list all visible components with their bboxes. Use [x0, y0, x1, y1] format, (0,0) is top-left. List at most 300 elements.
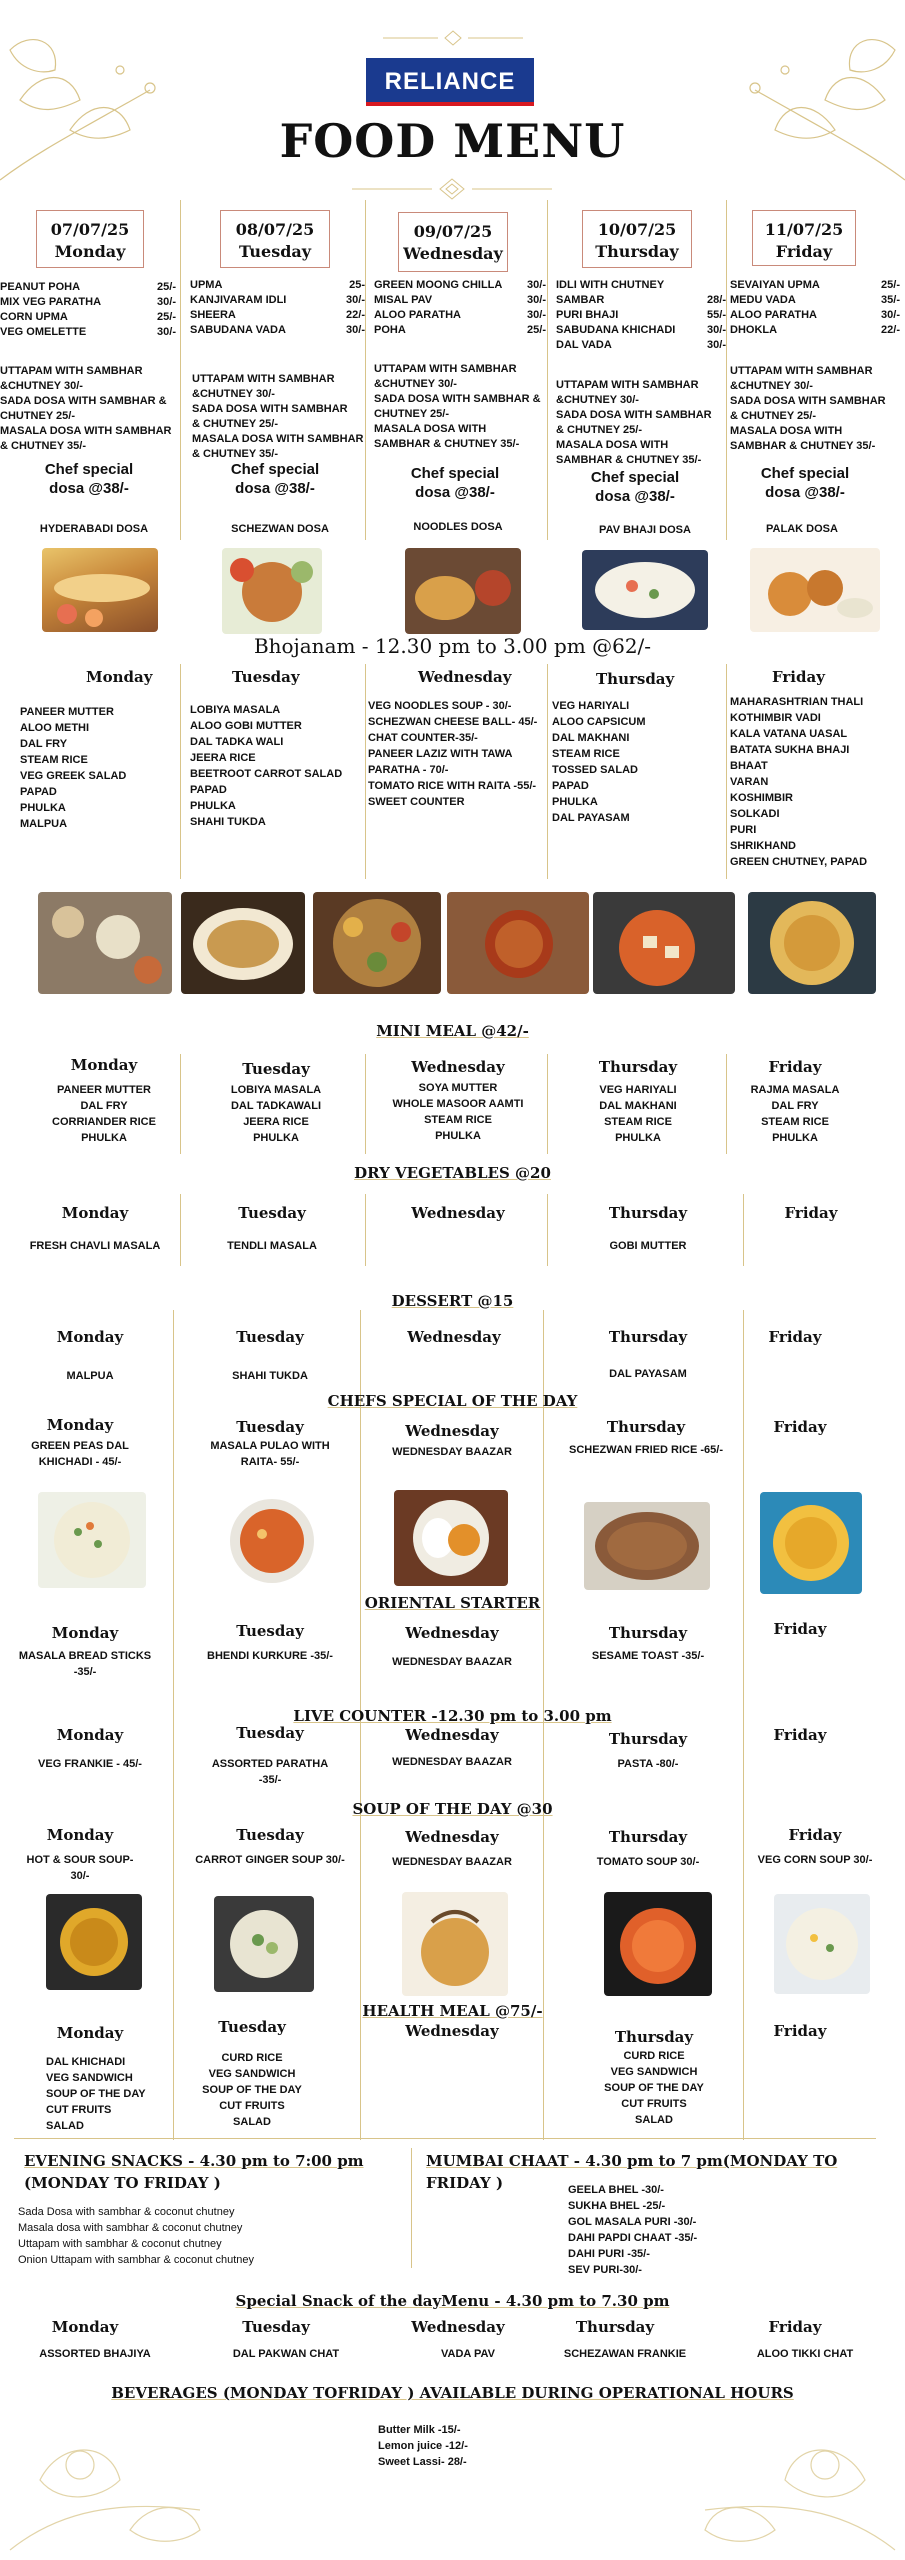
mumbai-chaat-list [568, 2182, 697, 2278]
menu-item: VEG SANDWICH [208, 2068, 296, 2080]
breakfast-item-price: 55/- [707, 309, 726, 321]
menu-item: SHRIKHAND [730, 840, 796, 852]
day-heading: Tuesday [236, 1418, 304, 1436]
breakfast-item-price: 25/- [157, 281, 176, 293]
breakfast-item [556, 278, 726, 293]
menu-item: SALAD [233, 2116, 271, 2128]
health-title: HEALTH MEAL @75/- [362, 2002, 543, 2020]
evening-item: Masala dosa with sambhar & coconut chutney [18, 2222, 243, 2234]
menu-item: GREEN PEAS DAL [31, 1440, 129, 1452]
item-list [362, 1854, 542, 1870]
menu-item: VEG SANDWICH [610, 2066, 698, 2078]
ornament-under-title [352, 176, 552, 202]
wednesday-soup-image [402, 1892, 508, 1996]
menu-item: PHULKA [435, 1130, 481, 1142]
dry-veg-title: DRY VEGETABLES @20 [354, 1164, 551, 1182]
breakfast-item-price: 35/- [881, 294, 900, 306]
breakfast-item [0, 295, 176, 310]
dosa-name-thursday: PAV BHAJI DOSA [599, 524, 691, 536]
breakfast-item-name: VEG OMELETTE [0, 326, 87, 338]
menu-item: DAL TADKAWALI [230, 1100, 322, 1112]
breakfast-item-name: IDLI WITH CHUTNEY [556, 279, 665, 291]
dosa-line: UTTAPAM WITH SAMBHAR [556, 379, 699, 391]
breakfast-item-name: MEDU VADA [730, 294, 796, 306]
dosa-line: SAMBHAR & CHUTNEY 35/- [374, 438, 520, 450]
menu-item: MAHARASHTRIAN THALI [730, 696, 864, 708]
item-list [740, 1852, 890, 1868]
breakfast-item-name: SEVAIYAN UPMA [730, 279, 820, 291]
schezwan-dosa-image [222, 548, 322, 634]
day-heading: Wednesday [411, 1058, 505, 1076]
menu-item: WEDNESDAY BAAZAR [392, 1446, 512, 1458]
chaat-item: GOL MASALA PURI -30/- [568, 2216, 697, 2228]
menu-item: SOUP OF THE DAY [202, 2084, 302, 2096]
dosa-line: MASALA DOSA WITH [374, 423, 487, 435]
chef-special-label: Chef special [44, 461, 134, 478]
dosa-line: &CHUTNEY 30/- [730, 380, 813, 392]
day-heading: Thursday [608, 1204, 688, 1222]
menu-item: -35/- [73, 1666, 97, 1678]
menu-item: VEG SANDWICH [46, 2072, 133, 2084]
beverages-list [378, 2422, 468, 2470]
item-list [362, 1444, 542, 1460]
breakfast-item-name: MIX VEG PARATHA [0, 296, 102, 308]
dosa-line: UTTAPAM WITH SAMBHAR [374, 363, 517, 375]
item-list [548, 1648, 748, 1664]
menu-item: MASALA PULAO WITH [210, 1440, 330, 1452]
date-box-tuesday [220, 210, 330, 268]
day-heading: Thursday [608, 1828, 688, 1846]
item-list [10, 1238, 180, 1254]
menu-item: SOYA MUTTER [418, 1082, 498, 1094]
menu-item: CARROT GINGER SOUP 30/- [195, 1854, 345, 1866]
menu-item: KALA VATANA UASAL [730, 728, 848, 740]
dosa-line: &CHUTNEY 30/- [374, 378, 457, 390]
menu-item: VADA PAV [441, 2348, 495, 2360]
menu-item: BEETROOT CARROT SALAD [190, 768, 343, 780]
day-heading: Thursday [598, 1058, 678, 1076]
dosa-line: SAMBHAR & CHUTNEY 35/- [556, 454, 702, 466]
date-text: 09/07/25 [413, 222, 493, 241]
menu-item: HOT & SOUR SOUP- [26, 1854, 134, 1866]
menu-item: PANEER LAZIZ WITH TAWA [368, 748, 513, 760]
menu-item: -35/- [258, 1774, 282, 1786]
breakfast-item-name: ALOO PARATHA [730, 309, 817, 321]
menu-item: CUT FRUITS [621, 2098, 687, 2110]
day-heading: Friday [768, 1328, 822, 1346]
dosa-line: MASALA DOSA WITH [556, 439, 669, 451]
day-heading: Friday [768, 1058, 822, 1076]
menu-item: DAL MAKHANI [552, 732, 630, 744]
dosa-line: SADA DOSA WITH SAMBHAR [556, 409, 712, 421]
breakfast-item-name: SAMBAR [556, 294, 605, 306]
beverage-item: Sweet Lassi- 28/- [378, 2456, 467, 2468]
chef-special-label: Chef special [410, 465, 500, 482]
menu-item: TENDLI MASALA [227, 1240, 317, 1252]
menu-item: VEG FRANKIE - 45/- [38, 1758, 142, 1770]
day-heading: Wednesday [405, 1422, 499, 1440]
breakfast-item-name: PURI BHAJI [556, 309, 619, 321]
thali-image-2 [181, 892, 305, 994]
item-list [10, 2346, 180, 2362]
chef-special-wednesday [380, 464, 530, 502]
item-list [548, 1756, 748, 1772]
hot-sour-soup-image [46, 1894, 142, 1990]
item-list [10, 1648, 160, 1680]
menu-item: STEAM RICE [20, 754, 88, 766]
menu-item: VEG HARIYALI [599, 1084, 677, 1096]
day-heading: Tuesday [236, 1328, 304, 1346]
menu-item: PHULKA [20, 802, 66, 814]
mini-meal-title: MINI MEAL @42/- [376, 1022, 529, 1040]
menu-item: SWEET COUNTER [368, 796, 465, 808]
day-heading: Wednesday [411, 1204, 505, 1222]
page-title: FOOD MENU [279, 114, 626, 168]
chaat-item: DAHI PAPDI CHAAT -35/- [568, 2232, 698, 2244]
day-heading: Tuesday [218, 2018, 286, 2036]
breakfast-item-price: 30/- [346, 294, 365, 306]
breakfast-item-price: 30/- [527, 309, 546, 321]
menu-item: DAL TADKA WALI [190, 736, 284, 748]
menu-item: TOMATO RICE WITH RAITA -55/- [368, 780, 537, 792]
day-heading: Thursday [608, 1328, 688, 1346]
thali-image-4 [447, 892, 589, 994]
menu-item: CUT FRUITS [219, 2100, 285, 2112]
floral-corner-bottom-right [675, 2420, 905, 2560]
menu-item: DAL FRY [20, 738, 68, 750]
item-list [368, 1080, 548, 1144]
day-heading: Monday [51, 2318, 119, 2336]
breakfast-item-name: SABUDANA KHICHADI [556, 324, 676, 336]
menu-item: ASSORTED PARATHA [211, 1758, 329, 1770]
menu-item: SHAHI TUKDA [232, 1370, 308, 1382]
schezwan-fried-rice-image [584, 1502, 710, 1590]
item-list [10, 1368, 170, 1384]
day-heading: Friday [772, 668, 825, 686]
day-heading: Tuesday [236, 1622, 304, 1640]
beverage-item: Butter Milk -15/- [378, 2424, 461, 2436]
day-text: Thursday [595, 242, 679, 261]
breakfast-item [190, 278, 365, 293]
chef-special-friday [730, 464, 880, 502]
day-heading: Thursday [614, 2028, 694, 2046]
menu-item: SHAHI TUKDA [190, 816, 266, 828]
thali-image-1 [38, 892, 172, 994]
menu-item: PANEER MUTTER [20, 706, 114, 718]
evening-item: Uttapam with sambhar & coconut chutney [18, 2238, 222, 2250]
date-text: 11/07/25 [764, 220, 844, 239]
soup-title: SOUP OF THE DAY @30 [352, 1800, 553, 1818]
breakfast-item-price: 25- [349, 279, 365, 291]
green-peas-khichadi-image [38, 1492, 146, 1588]
breakfast-item-price: 25/- [157, 311, 176, 323]
day-heading: Thursday [575, 2318, 655, 2336]
menu-item: PAPAD [20, 786, 57, 798]
breakfast-item-name: ALOO PARATHA [374, 309, 461, 321]
chef-special-tuesday [200, 460, 350, 498]
date-box-friday [752, 210, 856, 266]
dosa-line: &CHUTNEY 30/- [0, 380, 83, 392]
day-heading: Wednesday [405, 1726, 499, 1744]
menu-item: PAPAD [190, 784, 227, 796]
item-list [710, 2346, 900, 2362]
menu-item: DAL PAKWAN CHAT [232, 2348, 340, 2360]
breakfast-item-price: 28/- [707, 294, 726, 306]
menu-item: JEERA RICE [243, 1116, 309, 1128]
dosa-line: MASALA DOSA WITH SAMBHAR [0, 425, 172, 437]
breakfast-item-price: 30/- [157, 296, 176, 308]
evening-title-line2: (MONDAY TO FRIDAY ) [24, 2174, 221, 2192]
dosa-line: &CHUTNEY 30/- [192, 388, 275, 400]
live-counter-title: LIVE COUNTER -12.30 pm to 3.00 pm [293, 1707, 612, 1725]
evening-item: Onion Uttapam with sambhar & coconut chutney [18, 2254, 255, 2266]
menu-item: VEG NOODLES SOUP - 30/- [368, 700, 512, 712]
item-list [186, 2346, 386, 2362]
menu-item: MALPUA [66, 1370, 114, 1382]
breakfast-item-name: SHEERA [190, 309, 236, 321]
day-heading: Friday [773, 1418, 827, 1436]
breakfast-item-price: 30/- [707, 339, 726, 351]
item-list [182, 1238, 362, 1254]
menu-item: FRESH CHAVLI MASALA [29, 1240, 161, 1252]
day-heading: Monday [46, 1826, 114, 1844]
menu-item: BHENDI KURKURE -35/- [207, 1650, 333, 1662]
dosa-block-thursday [556, 378, 728, 468]
date-box-monday [36, 210, 144, 268]
chefs-special-title: CHEFS SPECIAL OF THE DAY [327, 1392, 578, 1410]
day-heading: Monday [46, 1416, 114, 1434]
carrot-ginger-soup-image [214, 1896, 314, 1992]
menu-item: SOLKADI [730, 808, 780, 820]
dosa-line: SADA DOSA WITH SAMBHAR & [0, 395, 167, 407]
day-heading: Friday [788, 1826, 842, 1844]
chaat-item: SEV PURI-30/- [568, 2264, 642, 2276]
item-list [362, 1654, 542, 1670]
evening-snacks-list [18, 2204, 254, 2268]
menu-item: LOBIYA MASALA [190, 704, 281, 716]
menu-item: WEDNESDAY BAAZAR [392, 1656, 512, 1668]
dosa-line: & CHUTNEY 35/- [192, 448, 278, 460]
day-heading: Thursday [606, 1418, 686, 1436]
friday-special-image [760, 1492, 862, 1594]
item-list [186, 1082, 366, 1146]
veg-corn-soup-image [774, 1894, 870, 1994]
breakfast-item [0, 325, 176, 340]
menu-item: VARAN [730, 776, 769, 788]
breakfast-item [730, 278, 900, 293]
menu-item: GREEN CHUTNEY, PAPAD [730, 856, 868, 868]
chaat-title-line2: FRIDAY ) [426, 2174, 504, 2192]
pav-bhaji-dosa-image [582, 550, 708, 630]
breakfast-item [730, 323, 900, 338]
menu-item: JEERA RICE [190, 752, 256, 764]
menu-item: CHAT COUNTER-35/- [368, 732, 478, 744]
menu-item: PHULKA [772, 1132, 818, 1144]
menu-item: SALAD [635, 2114, 673, 2126]
dosa-line: SAMBHAR & CHUTNEY 35/- [730, 440, 876, 452]
dosa-line: &CHUTNEY 30/- [556, 394, 639, 406]
menu-item: RAITA- 55/- [240, 1456, 300, 1468]
breakfast-item [190, 308, 365, 323]
item-list [362, 1754, 542, 1770]
dosa-line: UTTAPAM WITH SAMBHAR [192, 373, 335, 385]
item-list [10, 1852, 150, 1884]
breakfast-item [374, 293, 546, 308]
breakfast-item [730, 308, 900, 323]
item-list [552, 698, 724, 826]
item-list [730, 694, 902, 870]
item-list [530, 2346, 720, 2362]
day-heading: Thursday [608, 1730, 688, 1748]
menu-item: ALOO CAPSICUM [552, 716, 646, 728]
day-heading: Friday [773, 1726, 827, 1744]
date-box-wednesday [398, 212, 508, 272]
oriental-title: ORIENTAL STARTER [364, 1594, 541, 1612]
menu-item: BHAAT [730, 760, 768, 772]
day-heading: Wednesday [418, 668, 512, 686]
dosa-line: SADA DOSA WITH SAMBHAR & [374, 393, 541, 405]
menu-item: PHULKA [552, 796, 598, 808]
beverage-item: Lemon juice -12/- [378, 2440, 468, 2452]
menu-item: DAL MAKHANI [599, 1100, 677, 1112]
chaat-item: SUKHA BHEL -25/- [568, 2200, 666, 2212]
beverages-title: BEVERAGES (MONDAY TOFRIDAY ) AVAILABLE DURING OPERATIONAL HOURS [111, 2384, 794, 2402]
day-heading: Thursday [608, 1624, 688, 1642]
chaat-item: DAHI PURI -35/- [568, 2248, 650, 2260]
date-text: 07/07/25 [50, 220, 130, 239]
evening-item: Sada Dosa with sambhar & coconut chutney [18, 2206, 235, 2218]
menu-item: GOBI MUTTER [609, 1240, 687, 1252]
menu-item: WEDNESDAY BAAZAR [392, 1756, 512, 1768]
breakfast-item-price: 25/- [527, 324, 546, 336]
menu-item: TOSSED SALAD [552, 764, 638, 776]
menu-item: STEAM RICE [424, 1114, 492, 1126]
menu-item: STEAM RICE [604, 1116, 672, 1128]
item-list [564, 2048, 744, 2128]
day-heading: Monday [61, 1204, 129, 1222]
day-heading: Tuesday [236, 1826, 304, 1844]
hyderabadi-dosa-image [42, 548, 158, 632]
menu-item: SCHEZWAN CHEESE BALL- 45/- [368, 716, 538, 728]
breakfast-item-price: 30/- [157, 326, 176, 338]
thali-image-5 [593, 892, 735, 994]
day-heading: Friday [773, 1620, 827, 1638]
dosa-name-tuesday: SCHEZWAN DOSA [231, 523, 329, 535]
day-heading: Wednesday [407, 1328, 501, 1346]
chef-special-price: dosa @38/- [415, 484, 495, 501]
dosa-name-friday: PALAK DOSA [766, 523, 838, 535]
breakfast-item [556, 338, 726, 353]
evening-title-line1: EVENING SNACKS - 4.30 pm to 7:00 pm [24, 2152, 364, 2170]
breakfast-item-name: POHA [374, 324, 406, 336]
menu-item: CORRIANDER RICE [52, 1116, 156, 1128]
masala-pulao-image [212, 1490, 332, 1592]
breakfast-item [556, 323, 726, 338]
menu-item: RAJMA MASALA [750, 1084, 840, 1096]
thali-image-3 [313, 892, 441, 994]
item-list [548, 1854, 748, 1870]
chef-special-price: dosa @38/- [595, 488, 675, 505]
breakfast-item-name: DHOKLA [730, 324, 778, 336]
menu-item: PHULKA [81, 1132, 127, 1144]
dessert-title: DESSERT @15 [391, 1292, 514, 1310]
chef-special-label: Chef special [590, 469, 680, 486]
menu-item: 30/- [70, 1870, 90, 1882]
dosa-line: & CHUTNEY 25/- [192, 418, 278, 430]
menu-item: BATATA SUKHA BHAJI [730, 744, 850, 756]
menu-item: PANEER MUTTER [57, 1084, 151, 1096]
menu-item: KOSHIMBIR [730, 792, 793, 804]
dosa-line: & CHUTNEY 25/- [730, 410, 816, 422]
chef-special-price: dosa @38/- [235, 480, 315, 497]
menu-item: SALAD [46, 2120, 84, 2132]
menu-item: STEAM RICE [761, 1116, 829, 1128]
breakfast-item-price: 22/- [881, 324, 900, 336]
menu-item: SESAME TOAST -35/- [591, 1650, 705, 1662]
brand-logo-stripe [366, 102, 534, 106]
breakfast-item-price: 25/- [881, 279, 900, 291]
menu-item: PHULKA [190, 800, 236, 812]
ornament-top [383, 28, 523, 48]
day-heading: Monday [56, 1328, 124, 1346]
breakfast-item-name: CORN UPMA [0, 311, 68, 323]
breakfast-item-price: 30/- [881, 309, 900, 321]
menu-item: DAL PAYASAM [609, 1368, 687, 1380]
breakfast-item [374, 323, 546, 338]
day-heading: Monday [56, 1726, 124, 1744]
day-heading: Thursday [596, 670, 675, 688]
day-heading: Wednesday [405, 2022, 499, 2040]
breakfast-item-price: 22/- [346, 309, 365, 321]
menu-item: WEDNESDAY BAAZAR [392, 1856, 512, 1868]
chef-special-label: Chef special [760, 465, 850, 482]
menu-item: VEG HARIYALI [552, 700, 630, 712]
menu-item: DAL FRY [771, 1100, 819, 1112]
breakfast-item [374, 278, 546, 293]
breakfast-item [556, 293, 726, 308]
menu-item: PHULKA [615, 1132, 661, 1144]
menu-item: DAL PAYASAM [552, 812, 630, 824]
menu-item: SOUP OF THE DAY [604, 2082, 704, 2094]
item-list [10, 1438, 150, 1470]
dosa-line: CHUTNEY 25/- [0, 410, 75, 422]
dosa-name-monday: HYDERABADI DOSA [39, 523, 149, 535]
day-heading: Friday [784, 1204, 838, 1222]
day-heading: Monday [56, 2024, 124, 2042]
dosa-line: SADA DOSA WITH SAMBHAR [730, 395, 886, 407]
day-heading: Tuesday [242, 1060, 310, 1078]
dosa-block-wednesday [374, 362, 549, 452]
item-list [180, 1648, 360, 1664]
menu-item: SCHEZAWAN FRANKIE [563, 2348, 687, 2360]
menu-item: SOUP OF THE DAY [46, 2088, 146, 2100]
dosa-block-monday [0, 364, 180, 454]
breakfast-item-name: KANJIVARAM IDLI [190, 294, 287, 306]
day-heading: Tuesday [236, 1724, 304, 1742]
evening-snacks-title [24, 2150, 364, 2194]
day-text: Tuesday [238, 242, 312, 261]
noodles-dosa-image [405, 548, 521, 634]
menu-item: WHOLE MASOOR AAMTI [392, 1098, 524, 1110]
chef-special-price: dosa @38/- [49, 480, 129, 497]
breakfast-item [0, 310, 176, 325]
dosa-line: MASALA DOSA WITH SAMBHAR [192, 433, 364, 445]
chef-special-price: dosa @38/- [765, 484, 845, 501]
menu-item: MASALA BREAD STICKS [18, 1650, 152, 1662]
snack-day-title: Special Snack of the dayMenu - 4.30 pm to 7.30 pm [235, 2292, 670, 2310]
breakfast-item-name: PEANUT POHA [0, 281, 81, 293]
menu-item: ALOO METHI [20, 722, 90, 734]
